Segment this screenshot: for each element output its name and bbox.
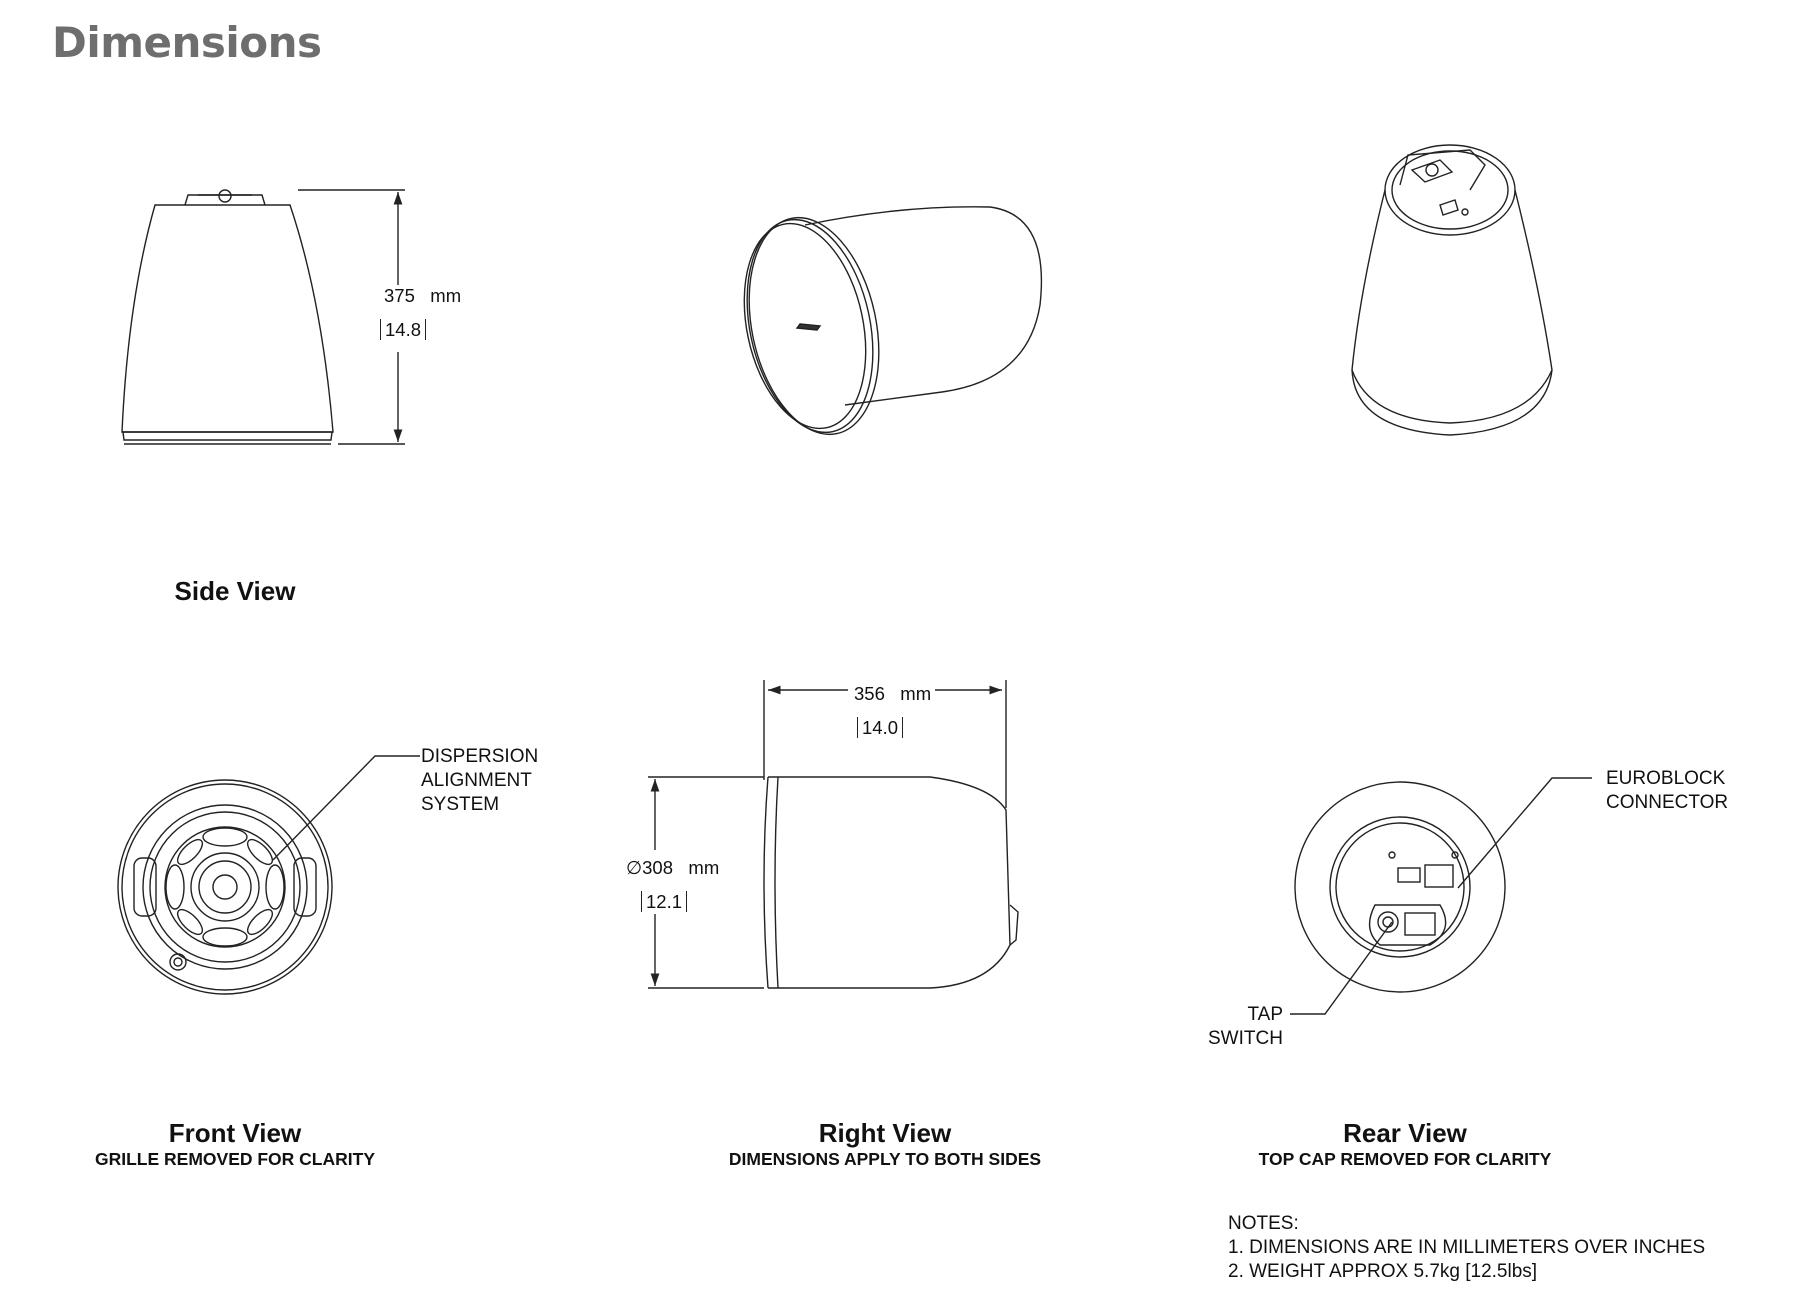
front-view-subtitle: GRILLE REMOVED FOR CLARITY [95,1149,375,1169]
euroblock-callout-line-1: EUROBLOCK [1606,768,1726,789]
rear-view-drawing [1295,782,1505,992]
notes-heading: NOTES: [1228,1213,1299,1234]
note-item: 1. DIMENSIONS ARE IN MILLIMETERS OVER INCHES [1228,1237,1706,1258]
euroblock-callout-line-2: CONNECTOR [1606,792,1729,813]
diameter-symbol: ∅ [626,857,643,878]
notes-block [1228,1212,1705,1284]
right-view-drawing [764,777,1018,988]
side-height-in-value: 14.8 [380,319,426,340]
right-diameter-in [641,890,687,914]
side-height-mm [380,285,465,307]
dispersion-callout-line-1: DISPERSION [421,746,539,767]
top-open-view-drawing [1352,145,1552,435]
side-view-drawing [122,190,333,444]
right-length-in [857,716,903,740]
iso-view-drawing [727,206,1042,447]
side-height-in [380,318,426,342]
note-item: 2. WEIGHT APPROX 5.7kg [12.5lbs] [1228,1261,1538,1282]
rear-view-title: Rear View [1343,1118,1467,1148]
front-view-title: Front View [168,1118,302,1148]
side-height-mm-unit: mm [430,285,462,306]
tap-switch-callout-line-2-wrap [1208,1027,1283,1051]
right-view-subtitle: DIMENSIONS APPLY TO BOTH SIDES [728,1149,1042,1169]
right-length-mm [850,683,935,705]
right-diameter-mm-unit: mm [688,857,720,878]
dispersion-callout-line-3: SYSTEM [421,794,500,815]
rear-view-subtitle: TOP CAP REMOVED FOR CLARITY [1258,1149,1552,1169]
page-title: Dimensions [52,18,322,67]
front-view-drawing [118,780,332,994]
right-diameter-mm-value: 308 [642,857,673,878]
right-diameter-mm [622,857,723,879]
dispersion-callout [421,745,538,817]
right-view-title: Right View [818,1118,952,1148]
right-length-in-value: 14.0 [857,717,903,738]
right-diameter-in-value: 12.1 [641,891,687,912]
side-view-title: Side View [174,576,296,606]
side-height-mm-value: 375 [384,285,415,306]
tap-switch-callout-line-2: SWITCH [1208,1028,1283,1049]
right-length-mm-value: 356 [854,683,885,704]
euroblock-callout [1606,767,1728,815]
dispersion-callout-line-2: ALIGNMENT [421,770,532,791]
right-length-mm-unit: mm [900,683,932,704]
tap-switch-callout [1208,1003,1283,1027]
tap-switch-callout-line-1: TAP [1247,1004,1283,1025]
